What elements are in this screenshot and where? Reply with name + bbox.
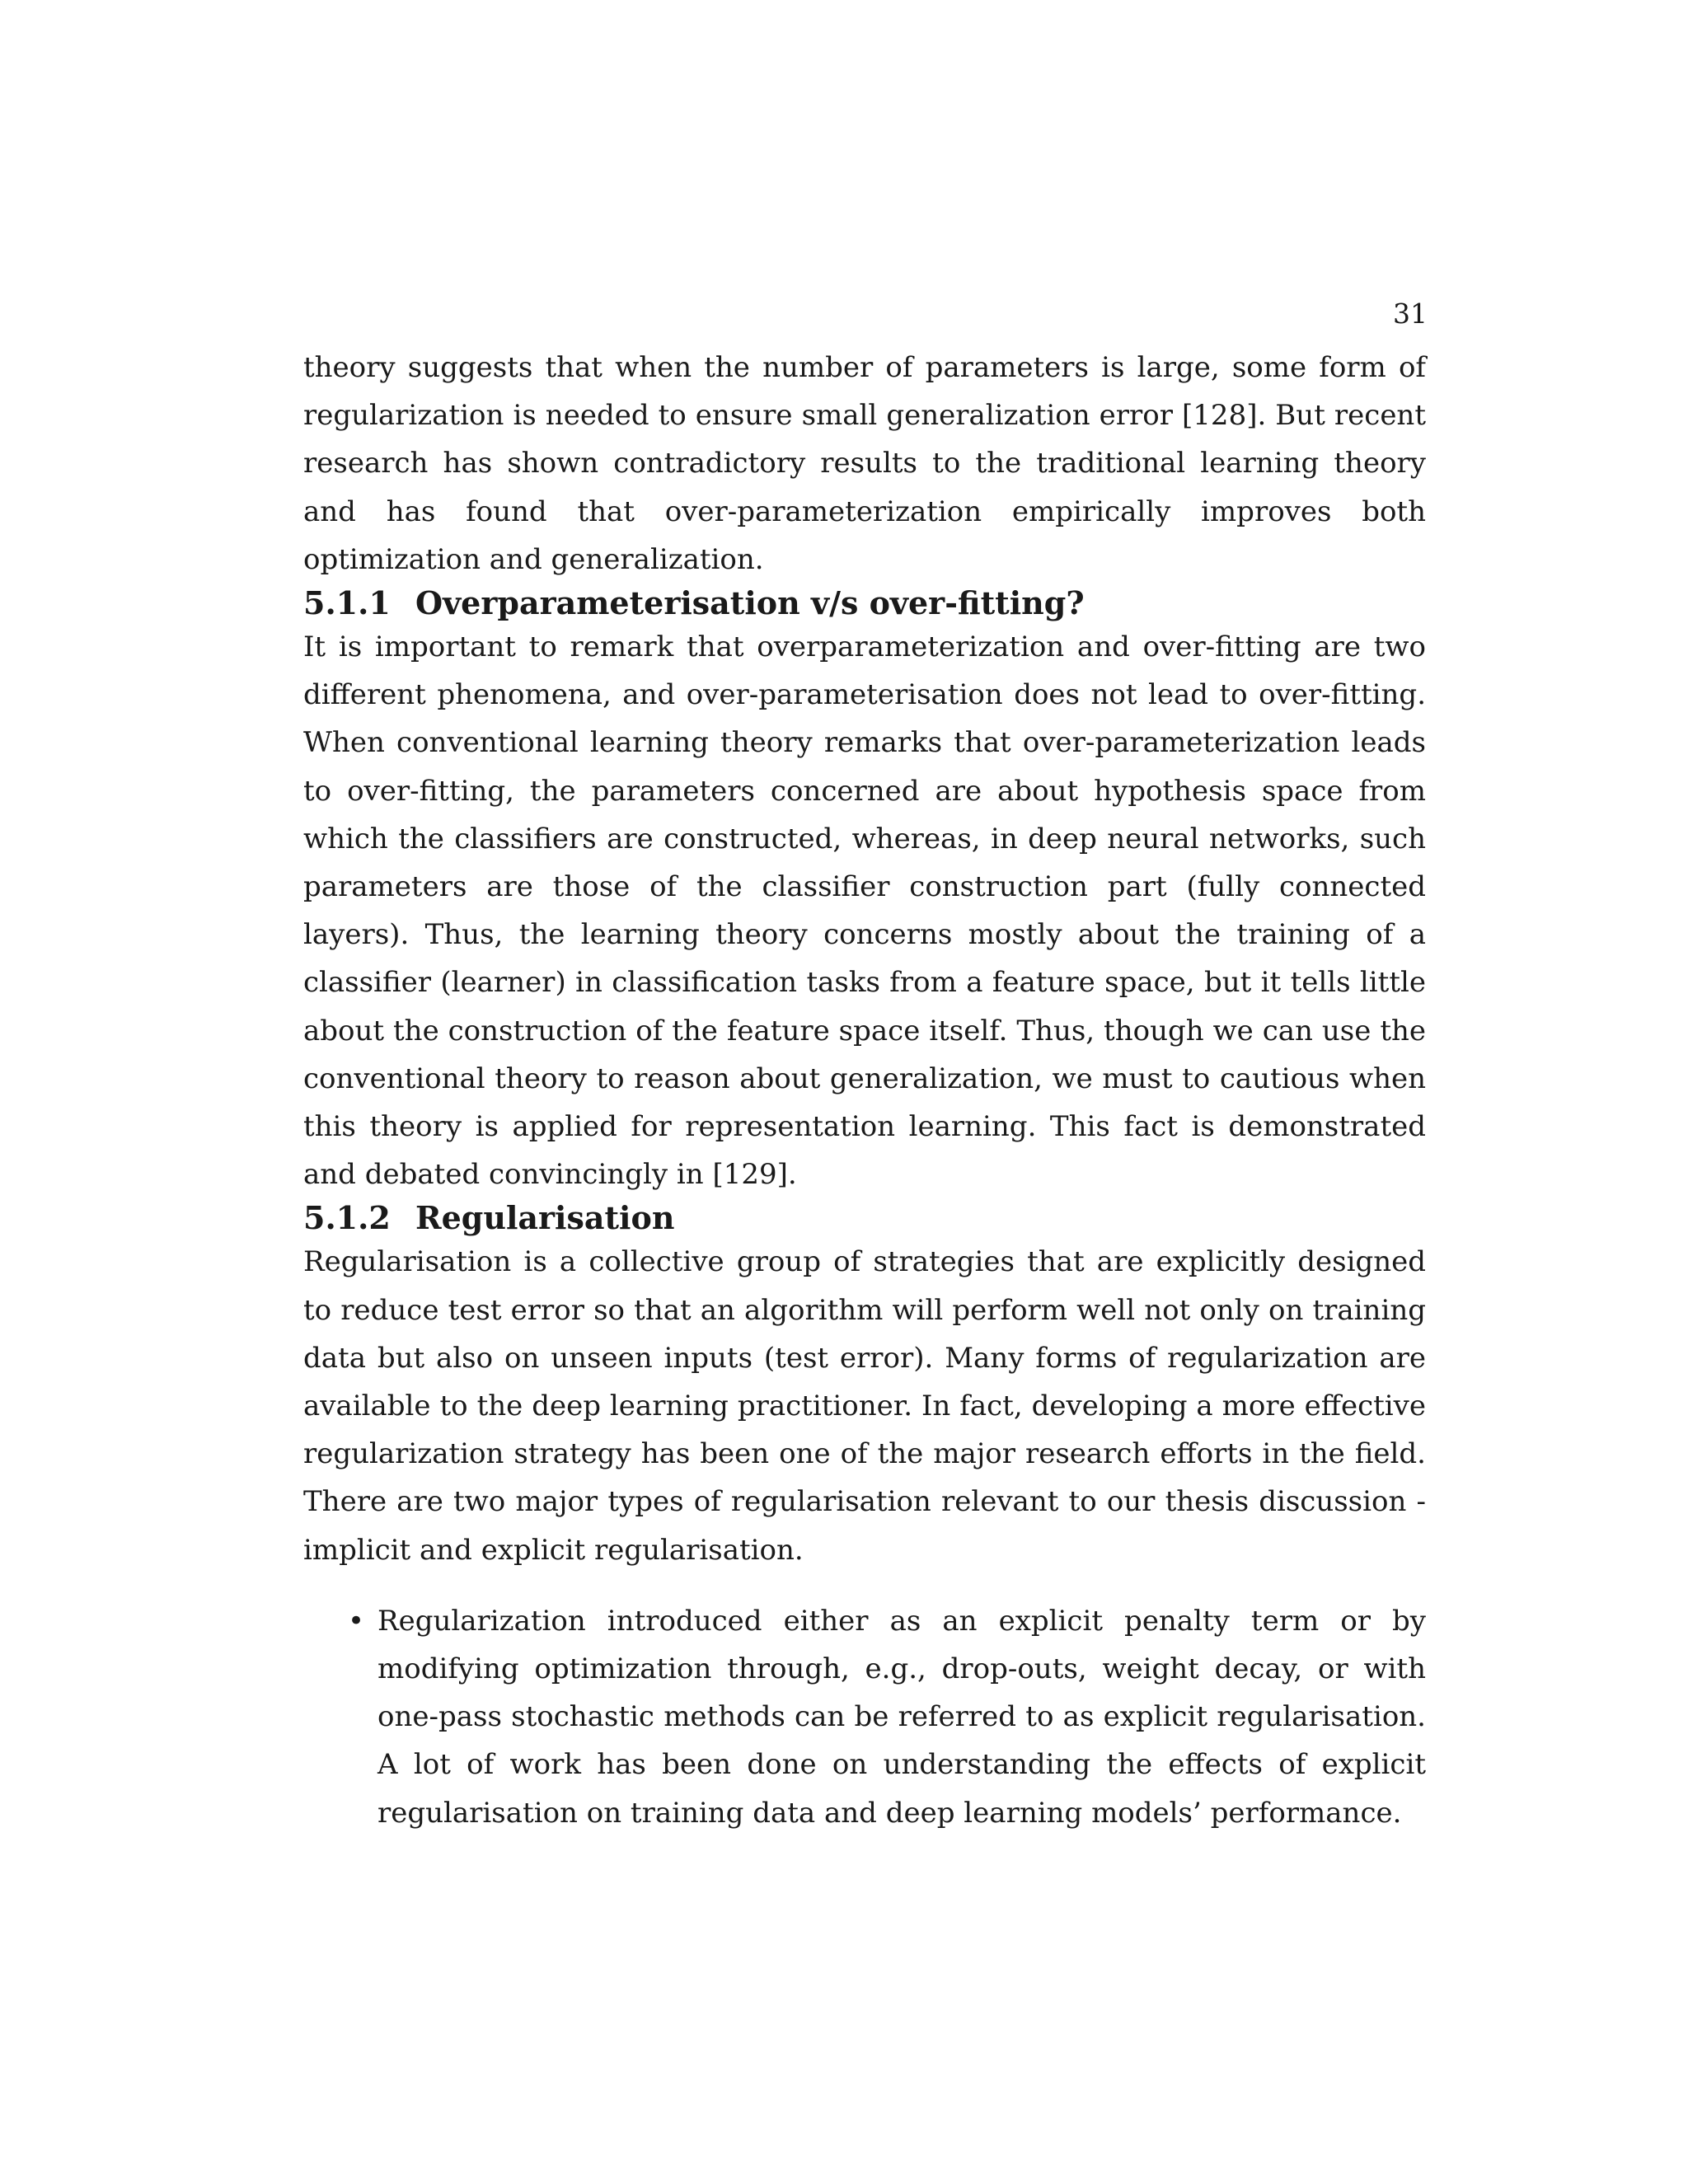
- intro-paragraph: theory suggests that when the number of parameters is large, some form of regularization is needed to ensure small generalization error [128]. But recent research has shown contradictory results to the traditional learning theory and has found that over-parameterization empirically improves both optimization and generalization.: [303, 351, 1426, 576]
- list-item: [303, 1597, 1426, 1837]
- section-heading-5-1-1: [303, 583, 1426, 623]
- section-title: Overparameterisation v/s over-fitting?: [415, 584, 1085, 622]
- section-number: 5.1.2: [303, 1199, 391, 1237]
- section-title: Regularisation: [415, 1199, 675, 1237]
- list-item-text: Regularization introduced either as an explicit penalty term or by modifying optimization through, e.g., drop-outs, weight decay, or with one-pass stochastic methods can be referred to as explicit regularisation. A lot of work has been done on understanding the effects of explicit regularisation on training data and deep learning models’ performance.: [377, 1604, 1426, 1830]
- section-5-1-1-paragraph: It is important to remark that overparameterization and over-fitting are two different phenomena, and over-parameterisation does not lead to over-fitting. When conventional learning theory remarks that over-parameterization leads to over-fitting, the parameters concerned are about hypothesis space from which the classifiers are constructed, whereas, in deep neural networks, such parameters are those of the classifier construction part (fully connected layers). Thus, the learning theory concerns mostly about the training of a classifier (learner) in classification tasks from a feature space, but it tells little about the construction of the feature space itself. Thus, though we can use the conventional theory to reason about generalization, we must to cautious when this theory is applied for representation learning. This fact is demonstrated and debated convincingly in [129].: [303, 630, 1426, 1192]
- bullet-list: [303, 1597, 1426, 1837]
- section-heading-5-1-2: [303, 1198, 1426, 1238]
- section-5-1-2-paragraph: Regularisation is a collective group of strategies that are explicitly designed to reduce test error so that an algorithm will perform well not only on training data but also on unseen inputs (test error). Many forms of regularization are available to the deep learning practitioner. In fact, developing a more effective regularization strategy has been one of the major research efforts in the field. There are two major types of regularisation relevant to our thesis discussion - implicit and explicit regularisation.: [303, 1245, 1426, 1567]
- page-content: [303, 344, 1426, 1837]
- section-number: 5.1.1: [303, 584, 391, 622]
- page-number: 31: [1393, 298, 1428, 330]
- bullet-marker: •: [348, 1604, 365, 1638]
